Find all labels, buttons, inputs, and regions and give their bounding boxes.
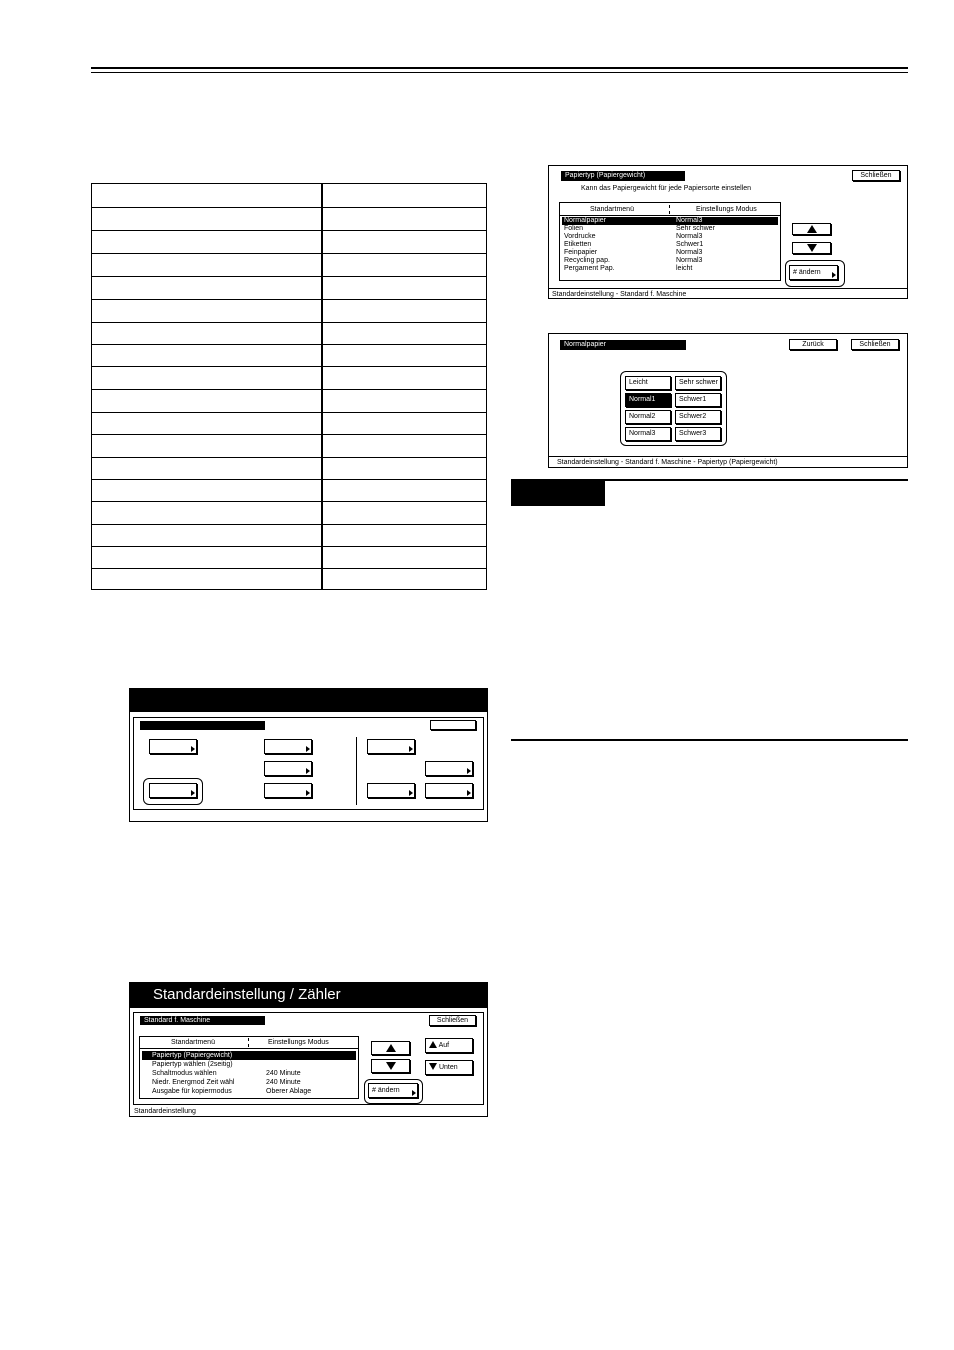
screen-title-bar [140,721,265,730]
option-schwer1[interactable]: Schwer1 [675,393,721,407]
table-row [92,366,486,367]
change-button[interactable] [368,1083,418,1098]
close-button[interactable]: Schließen [851,339,899,350]
instruction-text: Kann das Papiergewicht für jede Papiersorte einstellen [581,185,752,192]
scroll-up-button[interactable] [371,1041,410,1055]
menu-button[interactable] [264,761,312,776]
menu-button[interactable] [425,761,473,776]
list-item-name: Schaltmodus wählen [152,1070,217,1077]
table-row [92,299,486,300]
list-item-name: Pergament Pap. [564,265,615,272]
list-item-value: Normal3 [676,233,703,240]
close-button[interactable] [430,720,476,730]
list-item[interactable] [142,1060,356,1069]
column-header-mode: Einstellungs Modus [268,1039,329,1046]
list-item[interactable] [142,1069,356,1078]
screen-title: Standard f. Maschine [140,1016,265,1025]
menu-button[interactable] [367,783,415,798]
menu-button[interactable] [367,739,415,754]
settings-table [91,183,487,590]
arrow-right-icon [832,272,836,278]
list-item-name: Recycling pap. [564,257,610,264]
table-row [92,479,486,480]
list-item[interactable] [562,233,778,241]
normalpapier-screen [548,333,908,468]
option-leicht[interactable]: Leicht [625,376,671,390]
option-schwer2[interactable]: Schwer2 [675,410,721,424]
menu-button[interactable] [425,783,473,798]
arrow-right-icon [191,790,195,796]
section-rule [511,739,908,741]
list-item[interactable] [142,1051,356,1060]
list-item-name: Feinpapier [564,249,598,256]
arrow-right-icon [467,790,471,796]
list-item-value: Schwer1 [676,241,704,248]
table-row [92,412,486,413]
list-item-value: Sehr schwer [676,225,715,232]
table-row [92,434,486,435]
status-bar: Standardeinstellung - Standard f. Maschine [552,291,687,298]
status-divider [549,456,907,457]
close-button[interactable]: Schließen [429,1015,476,1026]
list-item-name: Normalpapier [564,217,607,224]
list-item[interactable] [142,1087,356,1096]
table-row [92,253,486,254]
screen-header-title: Standardeinstellung / Zähler [153,986,341,1003]
status-bar: Standardeinstellung [134,1108,196,1115]
option-schwer3[interactable]: Schwer3 [675,427,721,441]
option-normal2[interactable]: Normal2 [625,410,671,424]
list-item-value: 240 Minute [266,1079,301,1086]
column-header-menu: Standartmenü [171,1039,215,1046]
change-button-label: # ändern [793,269,821,276]
list-item-name: Etiketten [564,241,592,248]
list-item-name: Papiertyp wählen (2seitig) [152,1061,233,1068]
list-item[interactable] [562,257,778,265]
list-item[interactable] [562,265,778,273]
list-item-value: leicht [676,265,693,272]
list-item-value: Normal3 [676,217,703,224]
menu-button[interactable] [149,739,197,754]
table-row [92,230,486,231]
list-item-value: 240 Minute [266,1070,301,1077]
menu-button[interactable] [264,739,312,754]
table-row [92,501,486,502]
header-rule-top [91,67,908,69]
table-row [92,207,486,208]
menu-screen [129,688,488,822]
scroll-up-button[interactable] [792,223,831,235]
table-column-divider [321,184,323,589]
header-separator [560,215,780,216]
settings-list [139,1036,359,1099]
table-row [92,344,486,345]
close-button[interactable]: Schließen [852,170,900,181]
scroll-down-button[interactable] [792,242,831,254]
menu-button[interactable] [149,783,197,798]
table-row [92,389,486,390]
default-settings-screen [129,982,488,1117]
change-button[interactable] [789,265,838,280]
page-up-label: Auf [438,1042,450,1049]
list-item[interactable] [562,249,778,257]
list-item-name: Niedr. Energmod Zeit wähl [152,1079,235,1086]
screen-title: Papiertyp (Papiergewicht) [561,171,685,181]
column-header-menu: Standartmenü [590,206,634,213]
column-header-divider [669,205,670,214]
table-row [92,322,486,323]
page-up-button[interactable] [425,1038,473,1053]
arrow-right-icon [306,746,310,752]
arrow-right-icon [409,790,413,796]
arrow-right-icon [306,768,310,774]
triangle-down-icon [429,1063,437,1070]
list-item-name: Vordrucke [564,233,596,240]
list-item-value: Oberer Ablage [266,1088,312,1095]
status-divider [549,288,907,289]
back-button[interactable]: Zurück [789,339,837,350]
arrow-right-icon [191,746,195,752]
arrow-right-icon [412,1090,416,1096]
option-normal1[interactable]: Normal1 [625,393,671,407]
screen-header-bar [130,689,487,712]
option-normal3[interactable]: Normal3 [625,427,671,441]
option-sehr-schwer[interactable]: Sehr schwer [675,376,721,390]
status-bar: Standardeinstellung - Standard f. Maschine - Papiertyp (Papiergewicht) [557,459,778,466]
triangle-up-icon [429,1041,437,1048]
header-separator [140,1048,358,1049]
triangle-up-icon [807,225,817,233]
list-item[interactable] [562,241,778,249]
list-item[interactable] [562,225,778,233]
table-row [92,546,486,547]
column-divider [356,737,357,805]
table-row [92,276,486,277]
page-down-button[interactable] [425,1060,473,1075]
table-row [92,568,486,569]
table-row [92,457,486,458]
list-item-value: Normal3 [676,249,703,256]
list-item-name: Ausgabe für kopiermodus [152,1088,232,1095]
list-item-value: Normal3 [676,257,703,264]
triangle-up-icon [386,1044,396,1052]
arrow-right-icon [467,768,471,774]
settings-list [559,202,781,281]
page-down-label: Unten [438,1064,458,1071]
paper-type-screen [548,165,908,299]
list-item[interactable] [142,1078,356,1087]
triangle-down-icon [386,1062,396,1070]
change-button-label: # ändern [372,1087,400,1094]
table-row [92,524,486,525]
list-item[interactable] [562,217,778,225]
menu-button[interactable] [264,783,312,798]
list-item-name: Folien [564,225,584,232]
screen-title: Normalpapier [560,340,686,350]
column-header-mode: Einstellungs Modus [696,206,757,213]
triangle-down-icon [807,244,817,252]
list-item-name: Papiertyp (Papiergewicht) [152,1052,233,1059]
note-label-block [511,481,605,506]
scroll-down-button[interactable] [371,1059,410,1073]
column-header-divider [248,1038,249,1047]
header-rule-bottom [91,72,908,73]
arrow-right-icon [306,790,310,796]
arrow-right-icon [409,746,413,752]
